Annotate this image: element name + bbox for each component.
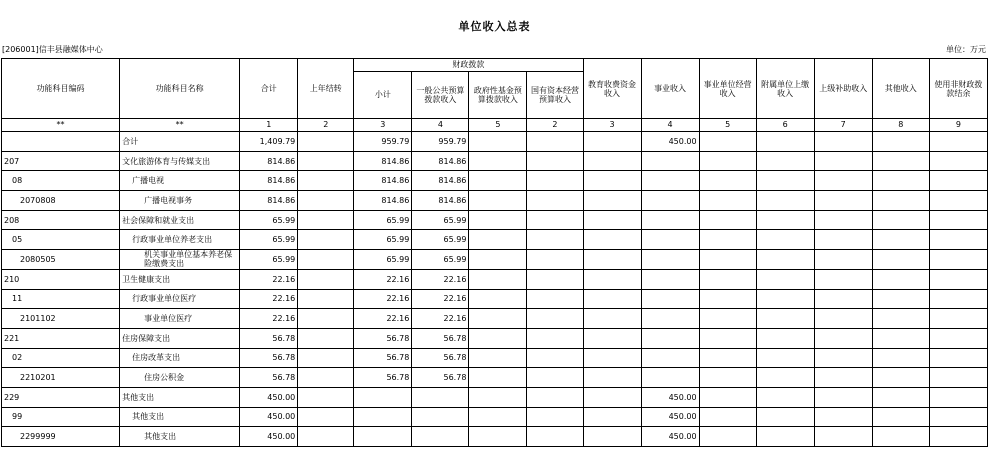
- subordinate-cell: [756, 348, 814, 368]
- state-capital-cell: [527, 289, 583, 309]
- column-index-cell: 4: [641, 119, 699, 132]
- code-cell: 2210201: [2, 368, 120, 388]
- general-budget-cell: 56.78: [412, 328, 469, 348]
- operation-cell: [699, 191, 756, 211]
- business-cell: [641, 328, 699, 348]
- superior-cell: [814, 407, 872, 427]
- table-row: [2, 191, 988, 211]
- state-capital-cell: [527, 132, 583, 152]
- other-cell: [872, 289, 929, 309]
- subordinate-cell: [756, 407, 814, 427]
- total-cell: 65.99: [240, 210, 298, 230]
- code-cell: 05: [2, 230, 120, 250]
- header-code: 功能科目编码: [2, 59, 120, 119]
- code-cell: 02: [2, 348, 120, 368]
- column-index-cell: **: [2, 119, 120, 132]
- table-row: [2, 407, 988, 427]
- code-cell: 08: [2, 171, 120, 191]
- column-index-cell: 5: [469, 119, 527, 132]
- nonfiscal-cell: [929, 368, 987, 388]
- code-cell: 207: [2, 151, 120, 171]
- operation-cell: [699, 269, 756, 289]
- edu-fee-cell: [583, 387, 641, 407]
- carryover-cell: [298, 171, 354, 191]
- table-row: [2, 368, 988, 388]
- column-index-cell: 9: [929, 119, 987, 132]
- superior-cell: [814, 328, 872, 348]
- total-cell: 22.16: [240, 269, 298, 289]
- edu-fee-cell: [583, 368, 641, 388]
- total-cell: 65.99: [240, 230, 298, 250]
- code-cell: 208: [2, 210, 120, 230]
- state-capital-cell: [527, 407, 583, 427]
- carryover-cell: [298, 191, 354, 211]
- carryover-cell: [298, 387, 354, 407]
- code-cell: 2080505: [2, 250, 120, 270]
- nonfiscal-cell: [929, 348, 987, 368]
- gov-fund-cell: [469, 269, 527, 289]
- total-cell: 56.78: [240, 328, 298, 348]
- operation-cell: [699, 368, 756, 388]
- name-cell: 其他支出: [120, 427, 240, 447]
- name-cell: 广播电视: [120, 171, 240, 191]
- column-index-cell: 7: [814, 119, 872, 132]
- operation-cell: [699, 230, 756, 250]
- general-budget-cell: 814.86: [412, 151, 469, 171]
- table-row: [2, 427, 988, 447]
- general-budget-cell: 22.16: [412, 309, 469, 329]
- header-subtotal: 小计: [354, 72, 412, 119]
- state-capital-cell: [527, 210, 583, 230]
- column-index-row: [2, 119, 988, 132]
- table-row: [2, 250, 988, 270]
- subtotal-cell: 22.16: [354, 289, 412, 309]
- state-capital-cell: [527, 171, 583, 191]
- nonfiscal-cell: [929, 191, 987, 211]
- subtotal-cell: 959.79: [354, 132, 412, 152]
- other-cell: [872, 348, 929, 368]
- header-edu-fee: 教育收费资金收入: [583, 59, 641, 119]
- state-capital-cell: [527, 309, 583, 329]
- general-budget-cell: [412, 407, 469, 427]
- subordinate-cell: [756, 328, 814, 348]
- code-cell: 11: [2, 289, 120, 309]
- superior-cell: [814, 171, 872, 191]
- code-cell: 221: [2, 328, 120, 348]
- state-capital-cell: [527, 387, 583, 407]
- header-gov-fund: 政府性基金预算拨款收入: [469, 72, 527, 119]
- unit-organization: [206001]信丰县融媒体中心: [2, 45, 103, 54]
- name-cell: 其他支出: [120, 407, 240, 427]
- subtotal-cell: 65.99: [354, 250, 412, 270]
- total-cell: 814.86: [240, 191, 298, 211]
- other-cell: [872, 407, 929, 427]
- nonfiscal-cell: [929, 387, 987, 407]
- nonfiscal-cell: [929, 132, 987, 152]
- name-cell: 事业单位医疗: [120, 309, 240, 329]
- general-budget-cell: 22.16: [412, 289, 469, 309]
- superior-cell: [814, 309, 872, 329]
- carryover-cell: [298, 427, 354, 447]
- business-cell: [641, 309, 699, 329]
- carryover-cell: [298, 289, 354, 309]
- state-capital-cell: [527, 191, 583, 211]
- total-cell: 450.00: [240, 387, 298, 407]
- superior-cell: [814, 368, 872, 388]
- name-cell: 行政事业单位养老支出: [120, 230, 240, 250]
- operation-cell: [699, 210, 756, 230]
- other-cell: [872, 269, 929, 289]
- total-cell: 814.86: [240, 171, 298, 191]
- business-cell: 450.00: [641, 132, 699, 152]
- other-cell: [872, 328, 929, 348]
- operation-cell: [699, 309, 756, 329]
- gov-fund-cell: [469, 151, 527, 171]
- header-state-capital: 国有资本经营预算收入: [527, 72, 583, 119]
- name-cell: 合计: [120, 132, 240, 152]
- general-budget-cell: [412, 387, 469, 407]
- subordinate-cell: [756, 250, 814, 270]
- general-budget-cell: 56.78: [412, 368, 469, 388]
- business-cell: [641, 151, 699, 171]
- nonfiscal-cell: [929, 407, 987, 427]
- table-row: [2, 289, 988, 309]
- nonfiscal-cell: [929, 151, 987, 171]
- total-cell: 22.16: [240, 309, 298, 329]
- total-cell: 450.00: [240, 427, 298, 447]
- state-capital-cell: [527, 427, 583, 447]
- subtotal-cell: 65.99: [354, 210, 412, 230]
- subtotal-cell: [354, 427, 412, 447]
- gov-fund-cell: [469, 309, 527, 329]
- superior-cell: [814, 191, 872, 211]
- gov-fund-cell: [469, 407, 527, 427]
- nonfiscal-cell: [929, 427, 987, 447]
- edu-fee-cell: [583, 309, 641, 329]
- name-cell: 文化旅游体育与传媒支出: [120, 151, 240, 171]
- column-index-cell: 3: [354, 119, 412, 132]
- column-index-cell: 2: [527, 119, 583, 132]
- column-index-cell: 4: [412, 119, 469, 132]
- table-row: [2, 230, 988, 250]
- gov-fund-cell: [469, 368, 527, 388]
- gov-fund-cell: [469, 171, 527, 191]
- superior-cell: [814, 387, 872, 407]
- superior-cell: [814, 132, 872, 152]
- state-capital-cell: [527, 230, 583, 250]
- nonfiscal-cell: [929, 250, 987, 270]
- business-cell: 450.00: [641, 427, 699, 447]
- nonfiscal-cell: [929, 210, 987, 230]
- operation-cell: [699, 151, 756, 171]
- subordinate-cell: [756, 191, 814, 211]
- subordinate-cell: [756, 368, 814, 388]
- table-row: [2, 269, 988, 289]
- operation-cell: [699, 407, 756, 427]
- subtotal-cell: 22.16: [354, 269, 412, 289]
- column-index-cell: 3: [583, 119, 641, 132]
- table-row: [2, 309, 988, 329]
- edu-fee-cell: [583, 407, 641, 427]
- code-cell: [2, 132, 120, 152]
- total-cell: 814.86: [240, 151, 298, 171]
- column-index-cell: 2: [298, 119, 354, 132]
- edu-fee-cell: [583, 250, 641, 270]
- subordinate-cell: [756, 171, 814, 191]
- state-capital-cell: [527, 250, 583, 270]
- operation-cell: [699, 348, 756, 368]
- subtotal-cell: 814.86: [354, 171, 412, 191]
- carryover-cell: [298, 309, 354, 329]
- edu-fee-cell: [583, 171, 641, 191]
- other-cell: [872, 151, 929, 171]
- general-budget-cell: 65.99: [412, 250, 469, 270]
- name-cell: 住房保障支出: [120, 328, 240, 348]
- subordinate-cell: [756, 309, 814, 329]
- name-cell: 行政事业单位医疗: [120, 289, 240, 309]
- table-row: [2, 151, 988, 171]
- business-cell: [641, 250, 699, 270]
- header-other: 其他收入: [872, 59, 929, 119]
- state-capital-cell: [527, 151, 583, 171]
- other-cell: [872, 171, 929, 191]
- operation-cell: [699, 328, 756, 348]
- edu-fee-cell: [583, 289, 641, 309]
- business-cell: [641, 368, 699, 388]
- carryover-cell: [298, 407, 354, 427]
- general-budget-cell: 959.79: [412, 132, 469, 152]
- report-title: 单位收入总表: [458, 20, 531, 33]
- state-capital-cell: [527, 368, 583, 388]
- carryover-cell: [298, 269, 354, 289]
- table-body: [2, 132, 988, 447]
- name-cell: 机关事业单位基本养老保险缴费支出: [120, 250, 240, 270]
- currency-unit: 单位：万元: [946, 45, 986, 54]
- carryover-cell: [298, 250, 354, 270]
- other-cell: [872, 250, 929, 270]
- table-row: [2, 210, 988, 230]
- state-capital-cell: [527, 269, 583, 289]
- column-index-cell: 6: [756, 119, 814, 132]
- operation-cell: [699, 250, 756, 270]
- other-cell: [872, 309, 929, 329]
- nonfiscal-cell: [929, 309, 987, 329]
- superior-cell: [814, 250, 872, 270]
- carryover-cell: [298, 368, 354, 388]
- table-row: [2, 387, 988, 407]
- state-capital-cell: [527, 348, 583, 368]
- gov-fund-cell: [469, 289, 527, 309]
- code-cell: 99: [2, 407, 120, 427]
- subordinate-cell: [756, 230, 814, 250]
- business-cell: [641, 289, 699, 309]
- table-row: [2, 348, 988, 368]
- total-cell: 56.78: [240, 368, 298, 388]
- total-cell: 22.16: [240, 289, 298, 309]
- carryover-cell: [298, 151, 354, 171]
- subordinate-cell: [756, 269, 814, 289]
- superior-cell: [814, 210, 872, 230]
- business-cell: [641, 348, 699, 368]
- total-cell: 1,409.79: [240, 132, 298, 152]
- subtotal-cell: 56.78: [354, 328, 412, 348]
- state-capital-cell: [527, 328, 583, 348]
- total-cell: 65.99: [240, 250, 298, 270]
- table-row: [2, 132, 988, 152]
- header-general-budget: 一般公共预算拨款收入: [412, 72, 469, 119]
- header-operation: 事业单位经营收入: [699, 59, 756, 119]
- gov-fund-cell: [469, 328, 527, 348]
- name-cell: 广播电视事务: [120, 191, 240, 211]
- gov-fund-cell: [469, 250, 527, 270]
- subtotal-cell: 65.99: [354, 230, 412, 250]
- subtotal-cell: [354, 387, 412, 407]
- subordinate-cell: [756, 151, 814, 171]
- header-nonfiscal: 使用非财政拨款结余: [929, 59, 987, 119]
- general-budget-cell: 65.99: [412, 210, 469, 230]
- nonfiscal-cell: [929, 269, 987, 289]
- business-cell: [641, 210, 699, 230]
- edu-fee-cell: [583, 132, 641, 152]
- business-cell: [641, 171, 699, 191]
- general-budget-cell: 65.99: [412, 230, 469, 250]
- other-cell: [872, 210, 929, 230]
- other-cell: [872, 427, 929, 447]
- name-cell: 住房改革支出: [120, 348, 240, 368]
- general-budget-cell: 814.86: [412, 191, 469, 211]
- header-name: 功能科目名称: [120, 59, 240, 119]
- general-budget-cell: [412, 427, 469, 447]
- code-cell: 2101102: [2, 309, 120, 329]
- edu-fee-cell: [583, 230, 641, 250]
- edu-fee-cell: [583, 191, 641, 211]
- gov-fund-cell: [469, 348, 527, 368]
- other-cell: [872, 387, 929, 407]
- column-index-cell: **: [120, 119, 240, 132]
- nonfiscal-cell: [929, 230, 987, 250]
- edu-fee-cell: [583, 151, 641, 171]
- subordinate-cell: [756, 427, 814, 447]
- edu-fee-cell: [583, 427, 641, 447]
- code-cell: 2070808: [2, 191, 120, 211]
- nonfiscal-cell: [929, 171, 987, 191]
- header-superior: 上级补助收入: [814, 59, 872, 119]
- other-cell: [872, 368, 929, 388]
- business-cell: [641, 191, 699, 211]
- business-cell: [641, 230, 699, 250]
- general-budget-cell: 814.86: [412, 171, 469, 191]
- operation-cell: [699, 171, 756, 191]
- income-summary-table: [1, 58, 988, 447]
- edu-fee-cell: [583, 269, 641, 289]
- superior-cell: [814, 348, 872, 368]
- table-row: [2, 171, 988, 191]
- gov-fund-cell: [469, 387, 527, 407]
- header-total: 合计: [240, 59, 298, 119]
- gov-fund-cell: [469, 210, 527, 230]
- subtotal-cell: 56.78: [354, 368, 412, 388]
- header-subordinate: 附属单位上缴收入: [756, 59, 814, 119]
- general-budget-cell: 22.16: [412, 269, 469, 289]
- other-cell: [872, 191, 929, 211]
- edu-fee-cell: [583, 210, 641, 230]
- subordinate-cell: [756, 210, 814, 230]
- superior-cell: [814, 269, 872, 289]
- code-cell: 210: [2, 269, 120, 289]
- name-cell: 卫生健康支出: [120, 269, 240, 289]
- code-cell: 229: [2, 387, 120, 407]
- nonfiscal-cell: [929, 328, 987, 348]
- column-index-cell: 5: [699, 119, 756, 132]
- business-cell: [641, 269, 699, 289]
- carryover-cell: [298, 328, 354, 348]
- operation-cell: [699, 427, 756, 447]
- table-row: [2, 328, 988, 348]
- superior-cell: [814, 230, 872, 250]
- carryover-cell: [298, 230, 354, 250]
- carryover-cell: [298, 210, 354, 230]
- carryover-cell: [298, 348, 354, 368]
- edu-fee-cell: [583, 328, 641, 348]
- subtotal-cell: 814.86: [354, 151, 412, 171]
- column-index-cell: 1: [240, 119, 298, 132]
- total-cell: 56.78: [240, 348, 298, 368]
- edu-fee-cell: [583, 348, 641, 368]
- operation-cell: [699, 132, 756, 152]
- subtotal-cell: 814.86: [354, 191, 412, 211]
- total-cell: 450.00: [240, 407, 298, 427]
- nonfiscal-cell: [929, 289, 987, 309]
- gov-fund-cell: [469, 132, 527, 152]
- column-index-cell: 8: [872, 119, 929, 132]
- subordinate-cell: [756, 289, 814, 309]
- subtotal-cell: 56.78: [354, 348, 412, 368]
- gov-fund-cell: [469, 427, 527, 447]
- header-business: 事业收入: [641, 59, 699, 119]
- superior-cell: [814, 427, 872, 447]
- header-fiscal-group: 财政拨款: [354, 59, 583, 72]
- name-cell: 其他支出: [120, 387, 240, 407]
- business-cell: 450.00: [641, 407, 699, 427]
- name-cell: 社会保障和就业支出: [120, 210, 240, 230]
- other-cell: [872, 132, 929, 152]
- subtotal-cell: 22.16: [354, 309, 412, 329]
- superior-cell: [814, 289, 872, 309]
- subordinate-cell: [756, 132, 814, 152]
- other-cell: [872, 230, 929, 250]
- code-cell: 2299999: [2, 427, 120, 447]
- subtotal-cell: [354, 407, 412, 427]
- operation-cell: [699, 289, 756, 309]
- gov-fund-cell: [469, 230, 527, 250]
- superior-cell: [814, 151, 872, 171]
- operation-cell: [699, 387, 756, 407]
- gov-fund-cell: [469, 191, 527, 211]
- subordinate-cell: [756, 387, 814, 407]
- carryover-cell: [298, 132, 354, 152]
- general-budget-cell: 56.78: [412, 348, 469, 368]
- header-carryover: 上年结转: [298, 59, 354, 119]
- name-cell: 住房公积金: [120, 368, 240, 388]
- business-cell: 450.00: [641, 387, 699, 407]
